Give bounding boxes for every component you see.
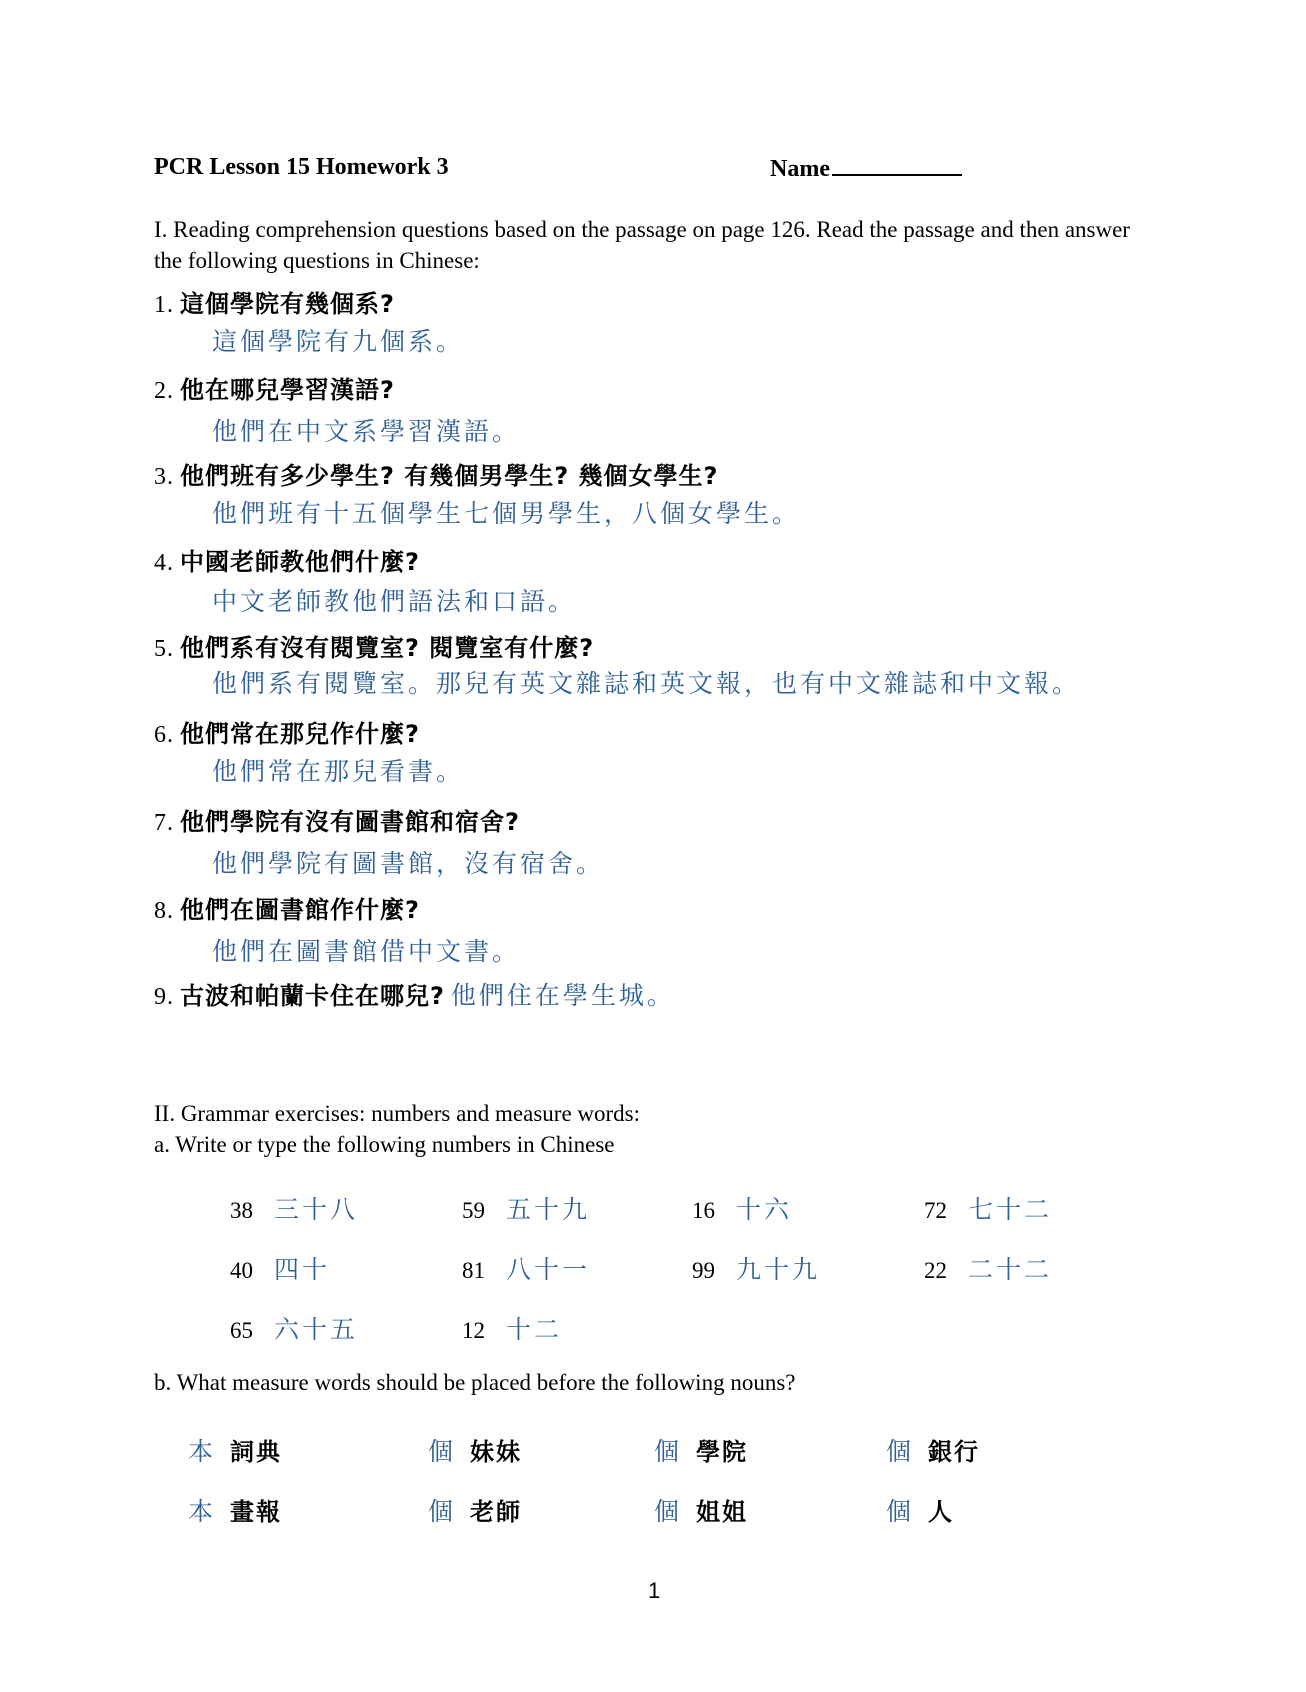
number-item: 12 十二 [462, 1315, 563, 1344]
answer-7: 他們學院有圖書館，沒有宿舍。 [212, 849, 605, 878]
measure-word-item: 本 畫報 [188, 1497, 282, 1526]
question-5: 5. 他們系有沒有閱覽室? 閱覽室有什麼? [154, 634, 595, 662]
number-item: 81 八十一 [462, 1255, 591, 1284]
number-item: 99 九十九 [692, 1255, 821, 1284]
number-item: 40 四十 [230, 1255, 331, 1284]
section2-heading [154, 1098, 640, 1160]
question-7: 7. 他們學院有沒有圖書館和宿舍? [154, 808, 520, 836]
answer-5: 他們系有閱覽室。那兒有英文雜誌和英文報，也有中文雜誌和中文報。 [212, 669, 1081, 698]
measure-word-item: 個 人 [886, 1497, 954, 1526]
answer-4: 中文老師教他們語法和口語。 [212, 587, 577, 616]
section2-part-b: b. What measure words should be placed before the following nouns? [154, 1370, 796, 1395]
measure-word-item: 個 銀行 [886, 1437, 980, 1466]
section1-instruction: I. Reading comprehension questions based on the passage on page 126. Read the passage and then answer the following questions in Chinese: [154, 217, 1130, 273]
question-1: 1. 這個學院有幾個系? [154, 290, 395, 318]
question-6: 6. 他們常在那兒作什麼? [154, 720, 420, 748]
question-4: 4. 中國老師教他們什麼? [154, 548, 420, 576]
measure-word-item: 個 學院 [654, 1437, 748, 1466]
measure-word-item: 本 詞典 [188, 1437, 282, 1466]
name-field [770, 154, 962, 183]
answer-9: 他們住在學生城。 [450, 981, 675, 1010]
number-item: 16 十六 [692, 1195, 793, 1224]
answer-2: 他們在中文系學習漢語。 [212, 417, 521, 446]
measure-word-item: 個 姐姐 [654, 1497, 748, 1526]
answer-8: 他們在圖書館借中文書。 [212, 937, 521, 966]
question-3: 3. 他們班有多少學生? 有幾個男學生? 幾個女學生? [154, 462, 719, 490]
number-item: 22 二十二 [924, 1255, 1053, 1284]
answer-3: 他們班有十五個學生七個男學生，八個女學生。 [212, 499, 801, 528]
question-9: 9. 古波和帕蘭卡住在哪兒? 他們住在學生城。 [154, 981, 675, 1010]
answer-6: 他們常在那兒看書。 [212, 757, 465, 786]
page-number: 1 [648, 1578, 661, 1603]
number-item: 65 六十五 [230, 1315, 359, 1344]
name-label: Name [770, 156, 830, 182]
name-blank-line [832, 154, 962, 176]
number-item: 72 七十二 [924, 1195, 1053, 1224]
section2-part-a: a. Write or type the following numbers in Chinese [154, 1132, 615, 1157]
number-item: 38 三十八 [230, 1195, 359, 1224]
answer-1: 這個學院有九個系。 [212, 327, 465, 356]
question-8: 8. 他們在圖書館作什麼? [154, 896, 420, 924]
measure-word-item: 個 老師 [428, 1497, 522, 1526]
question-2: 2. 他在哪兒學習漢語? [154, 376, 395, 404]
measure-word-item: 個 妹妹 [428, 1437, 522, 1466]
number-item: 59 五十九 [462, 1195, 591, 1224]
section2-title: II. Grammar exercises: numbers and measure words: [154, 1101, 641, 1126]
document-title: PCR Lesson 15 Homework 3 [154, 154, 449, 180]
